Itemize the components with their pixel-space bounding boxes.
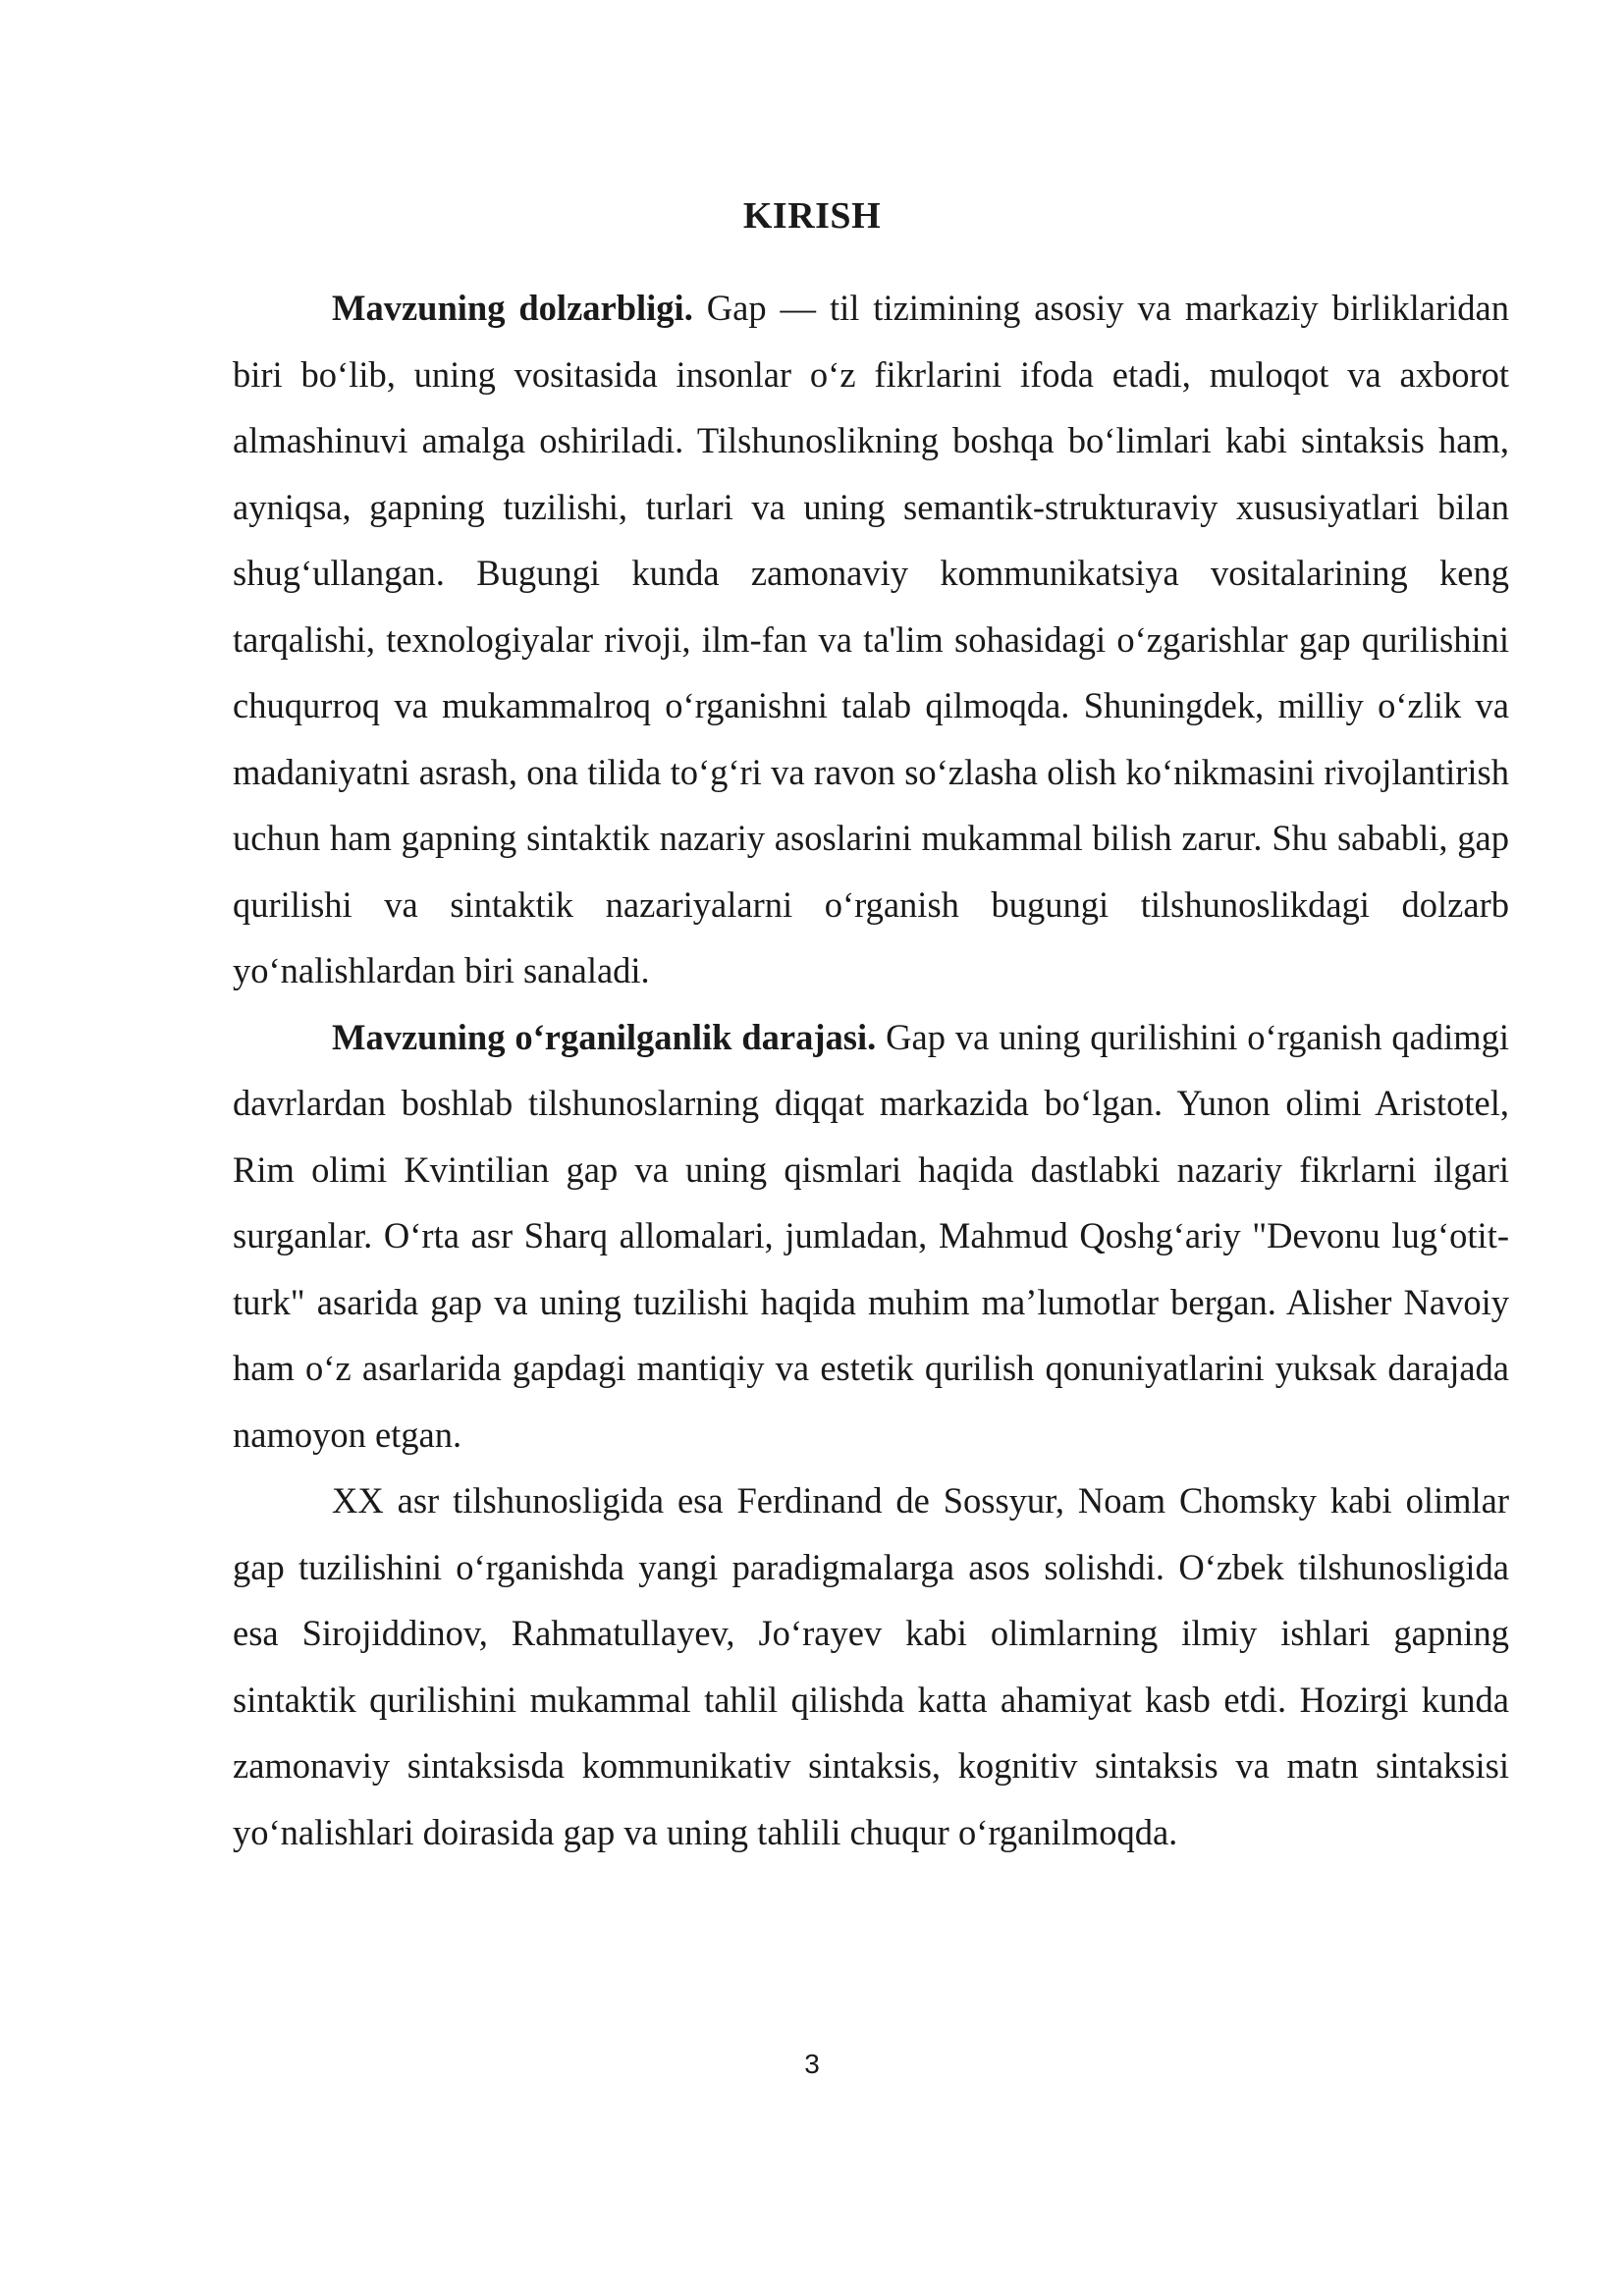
paragraph-text: Gap va uning qurilishini o‘rganish qadimgi davrlardan boshlab tilshunoslarning diqqat markazida bo‘lgan. Yunon olimi Aristotel, Rim olimi Kvintilian gap va uning qismlari haqida dastlabki nazariy fikrlarni ilgari surganlar. O‘rta asr Sharq allomalari, jumladan, Mahmud Qoshg‘ariy "Devonu lug‘otit-turk" asarida gap va uning tuzilishi haqida muhim ma’lumotlar bergan. Alisher Navoiy ham o‘z asarlarida gapdagi mantiqiy va estetik qurilish qonuniyatlarini yuksak darajada namoyon etgan. — [233, 1016, 1509, 1455]
paragraph-text: XX asr tilshunosligida esa Ferdinand de Sossyur, Noam Chomsky kabi olimlar gap tuzilishini o‘rganishda yangi paradigmalarga asos solishdi. O‘zbek tilshunosligida esa Sirojiddinov, Rahmatullayev, Jo‘rayev kabi olimlarning ilmiy ishlari gapning sintaktik qurilishini mukammal tahlil qilishda katta ahamiyat kasb etdi. Hozirgi kunda zamonaviy sintaksisda kommunikativ sintaksis, kognitiv sintaksis va matn sintaksisi yo‘nalishlari doirasida gap va uning tahlili chuqur o‘rganilmoqda. — [233, 1480, 1509, 1852]
paragraph-lead: Mavzuning o‘rganilganlik darajasi. — [332, 1016, 877, 1057]
body-text — [233, 275, 1509, 1865]
paragraph-lead: Mavzuning dolzarbligi. — [332, 288, 693, 328]
paragraph-relevance — [233, 275, 1509, 1004]
paragraph-text: Gap — til tizimining asosiy va markaziy birliklaridan biri bo‘lib, uning vositasida insonlar o‘z fikrlarini ifoda etadi, muloqot va axborot almashinuvi amalga oshiriladi. Tilshunoslikning boshqa bo‘limlari kabi sintaksis ham, ayniqsa, gapning tuzilishi, turlari va uning semantik-strukturaviy xususiyatlari bilan shug‘ullangan. Bugungi kunda zamonaviy kommunikatsiya vositalarining keng tarqalishi, texnologiyalar rivoji, ilm-fan va ta'lim sohasidagi o‘zgarishlar gap qurilishini chuqurroq va mukammalroq o‘rganishni talab qilmoqda. Shuningdek, milliy o‘zlik va madaniyatni asrash, ona tilida to‘g‘ri va ravon so‘zlasha olish ko‘nikmasini rivojlantirish uchun ham gapning sintaktik nazariy asoslarini mukammal bilish zarur. Shu sababli, gap qurilishi va sintaktik nazariyalarni o‘rganish bugungi tilshunoslikdagi dolzarb yo‘nalishlardan biri sanaladi. — [233, 288, 1509, 990]
paragraph-study-level — [233, 1004, 1509, 1468]
section-title: KIRISH — [742, 195, 882, 237]
paragraph-twentieth-century — [233, 1468, 1509, 1865]
page-number: 3 — [804, 2049, 820, 2079]
